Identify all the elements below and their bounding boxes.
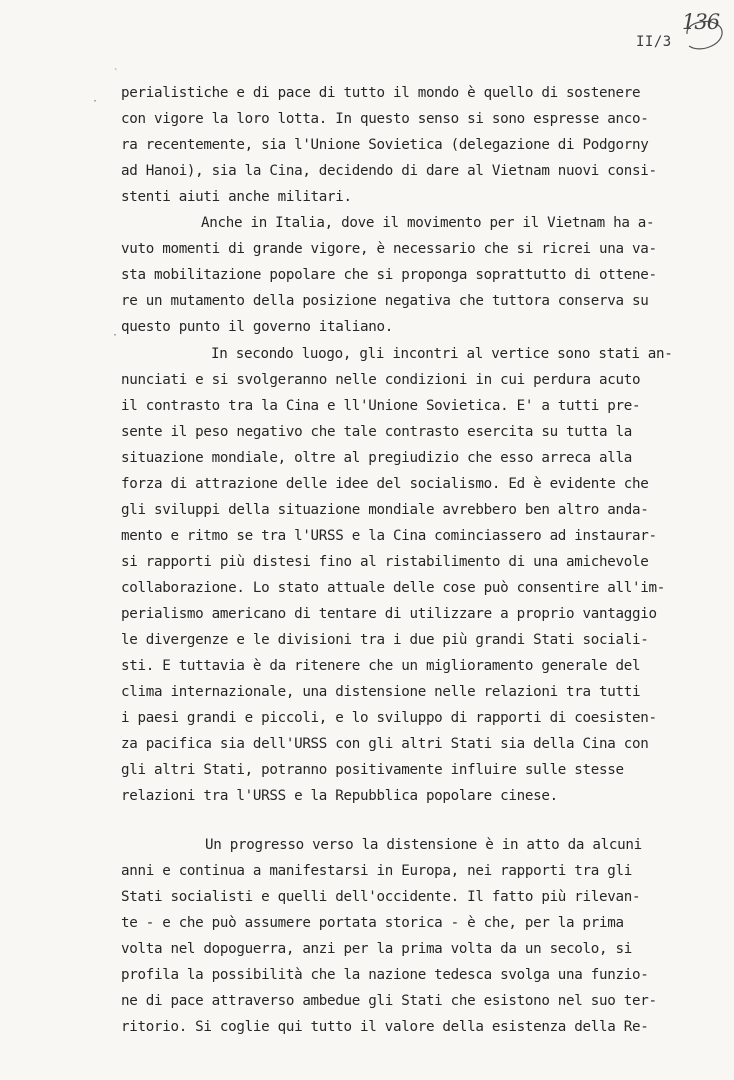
page-identifier: II/3 [636, 34, 672, 50]
text-line: clima internazionale, una distensione nelle relazioni tra tutti [121, 684, 641, 700]
text-line: sta mobilitazione popolare che si proponga soprattutto di ottene- [121, 267, 657, 283]
text-line: nunciati e si svolgeranno nelle condizioni in cui perdura acuto [121, 372, 641, 388]
text-line: volta nel dopoguerra, anzi per la prima volta da un secolo, si [121, 941, 632, 957]
text-line: si rapporti più distesi fino al ristabilimento di una amichevole [121, 554, 649, 570]
text-line: sti. E tuttavia è da ritenere che un miglioramento generale del [121, 658, 641, 674]
text-line: anni e continua a manifestarsi in Europa, nei rapporti tra gli [121, 863, 632, 879]
text-line: Anche in Italia, dove il movimento per il Vietnam ha a- [201, 215, 655, 231]
text-line: relazioni tra l'URSS e la Repubblica popolare cinese. [121, 788, 558, 804]
text-line: le divergenze e le divisioni tra i due più grandi Stati sociali- [121, 632, 649, 648]
text-line: il contrasto tra la Cina e ll'Unione Sovietica. E' a tutti pre- [121, 398, 641, 414]
text-line: vuto momenti di grande vigore, è necessario che si ricrei una va- [121, 241, 657, 257]
text-line: za pacifica sia dell'URSS con gli altri Stati sia della Cina con [121, 736, 649, 752]
margin-mark: · [112, 330, 119, 341]
text-line: stenti aiuti anche militari. [121, 189, 352, 205]
text-line: perialistiche e di pace di tutto il mondo è quello di sostenere [121, 85, 641, 101]
text-line: Un progresso verso la distensione è in atto da alcuni [205, 837, 642, 853]
text-line: i paesi grandi e piccoli, e lo sviluppo di rapporti di coesisten- [121, 710, 657, 726]
handwritten-page-number: 136 [682, 10, 720, 34]
text-line: ne di pace attraverso ambedue gli Stati che esistono nel suo ter- [121, 993, 657, 1009]
margin-mark: ˋ [114, 68, 118, 79]
text-line: sente il peso negativo che tale contrasto esercita su tutta la [121, 424, 632, 440]
text-line: perialismo americano di tentare di utilizzare a proprio vantaggio [121, 606, 657, 622]
text-line: te - e che può assumere portata storica - è che, per la prima [121, 915, 624, 931]
text-line: gli altri Stati, potranno positivamente influire sulle stesse [121, 762, 624, 778]
margin-mark: · [92, 96, 99, 107]
text-line: Stati socialisti e quelli dell'occidente. Il fatto più rilevan- [121, 889, 641, 905]
text-line: con vigore la loro lotta. In questo senso si sono espresse anco- [121, 111, 649, 127]
text-line: ritorio. Si coglie qui tutto il valore della esistenza della Re- [121, 1019, 649, 1035]
text-line: forza di attrazione delle idee del socialismo. Ed è evidente che [121, 476, 649, 492]
text-line: gli sviluppi della situazione mondiale avrebbero ben altro anda- [121, 502, 649, 518]
text-line: ad Hanoi), sia la Cina, decidendo di dare al Vietnam nuovi consi- [121, 163, 657, 179]
text-line: re un mutamento della posizione negativa che tuttora conserva su [121, 293, 649, 309]
text-line: questo punto il governo italiano. [121, 319, 393, 335]
text-line: situazione mondiale, oltre al pregiudizio che esso arreca alla [121, 450, 632, 466]
text-line: ra recentemente, sia l'Unione Sovietica (delegazione di Podgorny [121, 137, 649, 153]
text-line: collaborazione. Lo stato attuale delle cose può consentire all'im- [121, 580, 665, 596]
text-line: In secondo luogo, gli incontri al vertice sono stati an- [211, 346, 673, 362]
text-line: profila la possibilità che la nazione tedesca svolga una funzio- [121, 967, 649, 983]
text-line: mento e ritmo se tra l'URSS e la Cina cominciassero ad instaurar- [121, 528, 657, 544]
